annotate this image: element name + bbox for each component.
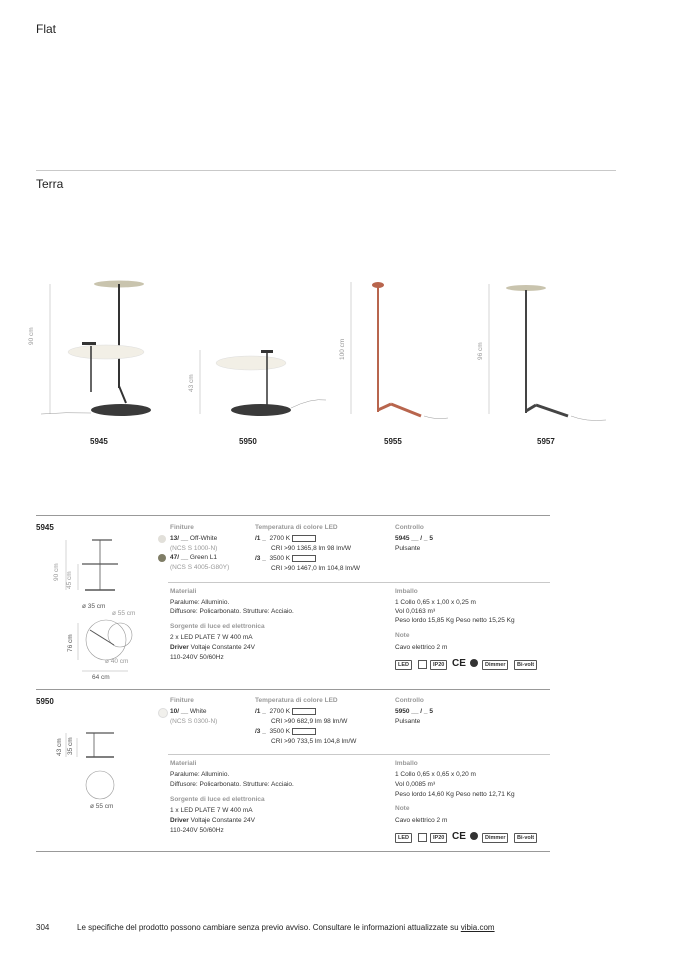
control-type: Pulsante <box>395 545 421 552</box>
dim-h2-5950: 35 cm <box>67 737 74 755</box>
dim-d3-5945: ø 40 cm <box>105 658 129 665</box>
temp-1-cri: CRI >90 1365,8 lm 98 lm/W <box>271 545 352 552</box>
finish-2: 47/ __ Green L1 <box>170 554 217 561</box>
temp-1: /1 _ 2700 K <box>255 534 316 544</box>
header-divider <box>36 170 616 171</box>
dim-h2-5945: 45 cm <box>66 571 73 589</box>
source-1: 2 x LED PLATE 7 W 400 mA <box>170 634 253 641</box>
spec-divider-top <box>36 515 550 516</box>
material-1: Paralume: Alluminio. <box>170 771 230 778</box>
page-number: 304 <box>36 923 50 932</box>
pack-1: 1 Collo 0,65 x 1,00 x 0,25 m <box>395 599 476 606</box>
note-label: Note <box>395 632 410 639</box>
source-2: Driver Voltaje Constante 24V <box>170 644 255 651</box>
pack-label: Imballo <box>395 760 418 767</box>
lamp-5955-image <box>351 282 448 419</box>
spec-divider-mid <box>36 689 550 690</box>
note-1: Cavo elettrico 2 m <box>395 644 448 651</box>
source-1: 1 x LED PLATE 7 W 400 mA <box>170 807 253 814</box>
control-code: 5945 __ / _ 5 <box>395 535 433 542</box>
temp-1-cri: CRI >90 682,9 lm 98 lm/W <box>271 718 348 725</box>
bivolt-badge: Bi-volt <box>514 833 537 843</box>
led-badge: LED <box>395 833 412 843</box>
finish-swatch-green <box>158 554 166 562</box>
spec-inner-divider <box>168 582 550 583</box>
temp-label: Temperatura di colore LED <box>255 524 338 531</box>
bivolt-badge: Bi-volt <box>514 660 537 670</box>
temp-2: /3 _ 3500 K <box>255 554 316 564</box>
finish-1-ncs: (NCS S 1000-N) <box>170 545 218 552</box>
note-1: Cavo elettrico 2 m <box>395 817 448 824</box>
certification-icon <box>470 832 478 840</box>
product-code-5955: 5955 <box>384 437 402 446</box>
product-code-5950: 5950 <box>239 437 257 446</box>
temp-2-cri: CRI >90 1467,0 lm 104,8 lm/W <box>271 565 361 572</box>
temp-1: /1 _ 2700 K <box>255 707 316 717</box>
pack-3: Peso lordo 15,85 Kg Peso netto 15,25 Kg <box>395 617 515 624</box>
dimmer-badge: Dimmer <box>482 833 508 843</box>
material-2: Diffusore: Policarbonato. Strutture: Acciaio. <box>170 781 294 788</box>
dimension-drawing-5950 <box>60 705 140 805</box>
class-square-icon <box>418 833 427 842</box>
height-label-5945: 90 cm <box>28 327 35 345</box>
product-code-5945: 5945 <box>90 437 108 446</box>
dim-d2-5945: ø 55 cm <box>112 610 136 617</box>
finish-swatch-white <box>158 708 168 718</box>
note-label: Note <box>395 805 410 812</box>
source-3: 110-240V 50/60Hz <box>170 654 224 661</box>
footer-disclaimer: Le specifiche del prodotto possono cambiare senza previo avviso. Consultare le informazioni attualizzate su vibia.com <box>77 923 495 932</box>
section-title: Flat <box>36 22 57 36</box>
spec-code-5950: 5950 <box>36 697 54 706</box>
temp-2: /3 _ 3500 K <box>255 727 316 737</box>
ip-badge: IP20 <box>430 833 447 843</box>
materials-label: Materiali <box>170 588 197 595</box>
source-label: Sorgente di luce ed elettronica <box>170 796 265 803</box>
ce-mark-icon: CE <box>452 658 466 669</box>
dimmer-badge: Dimmer <box>482 660 508 670</box>
product-gallery <box>36 270 616 440</box>
temp-label: Temperatura di colore LED <box>255 697 338 704</box>
ce-mark-icon: CE <box>452 831 466 842</box>
pack-2: Vol 0,0163 m³ <box>395 608 436 615</box>
dim-d1-5945: ø 35 cm <box>82 603 106 610</box>
control-code: 5950 __ / _ 5 <box>395 708 433 715</box>
led-tag-icon <box>292 555 316 562</box>
pack-3: Peso lordo 14,60 Kg Peso netto 12,71 Kg <box>395 791 515 798</box>
lamp-5945-image <box>41 281 151 417</box>
led-tag-icon <box>292 708 316 715</box>
materials-label: Materiali <box>170 760 197 767</box>
dim-h3-5945: 76 cm <box>67 634 74 652</box>
finish-1-ncs: (NCS S 0300-N) <box>170 718 218 725</box>
led-tag-icon <box>292 535 316 542</box>
finiture-label: Finiture <box>170 524 194 531</box>
pack-label: Imballo <box>395 588 418 595</box>
led-tag-icon <box>292 728 316 735</box>
certification-icon <box>470 659 478 667</box>
finish-1: 10/ __ White <box>170 708 207 715</box>
height-label-5950: 43 cm <box>188 374 195 392</box>
material-2: Diffusore: Policarbonato. Strutture: Acciaio. <box>170 608 294 615</box>
lamp-5957-image <box>489 284 606 421</box>
dim-h1-5950: 43 cm <box>56 738 63 756</box>
spec-inner-divider <box>168 754 550 755</box>
product-code-5957: 5957 <box>537 437 555 446</box>
vibia-link[interactable]: vibia.com <box>460 923 495 932</box>
source-label: Sorgente di luce ed elettronica <box>170 623 265 630</box>
finish-2-ncs: (NCS S 4005-G80Y) <box>170 564 230 571</box>
led-badge: LED <box>395 660 412 670</box>
spec-code-5945: 5945 <box>36 523 54 532</box>
source-3: 110-240V 50/60Hz <box>170 827 224 834</box>
material-1: Paralume: Alluminio. <box>170 599 230 606</box>
spec-divider-bottom <box>36 851 550 852</box>
temp-2-cri: CRI >90 733,5 lm 104,8 lm/W <box>271 738 357 745</box>
class-square-icon <box>418 660 427 669</box>
ip-badge: IP20 <box>430 660 447 670</box>
source-2: Driver Voltaje Constante 24V <box>170 817 255 824</box>
height-label-5955: 100 cm <box>339 338 346 360</box>
subsection-title: Terra <box>36 177 64 191</box>
dim-d1-5950: ø 55 cm <box>90 803 114 810</box>
lamp-5950-image <box>200 350 326 416</box>
control-label: Controllo <box>395 524 424 531</box>
finish-1: 13/ __ Off-White <box>170 535 218 542</box>
finish-swatch-offwhite <box>158 535 166 543</box>
finiture-label: Finiture <box>170 697 194 704</box>
dim-h1-5945: 90 cm <box>53 563 60 581</box>
pack-2: Vol 0,0085 m³ <box>395 781 436 788</box>
height-label-5957: 96 cm <box>477 342 484 360</box>
dim-w-5945: 64 cm <box>92 674 110 681</box>
pack-1: 1 Collo 0,65 x 0,65 x 0,20 m <box>395 771 476 778</box>
control-label: Controllo <box>395 697 424 704</box>
control-type: Pulsante <box>395 718 421 725</box>
